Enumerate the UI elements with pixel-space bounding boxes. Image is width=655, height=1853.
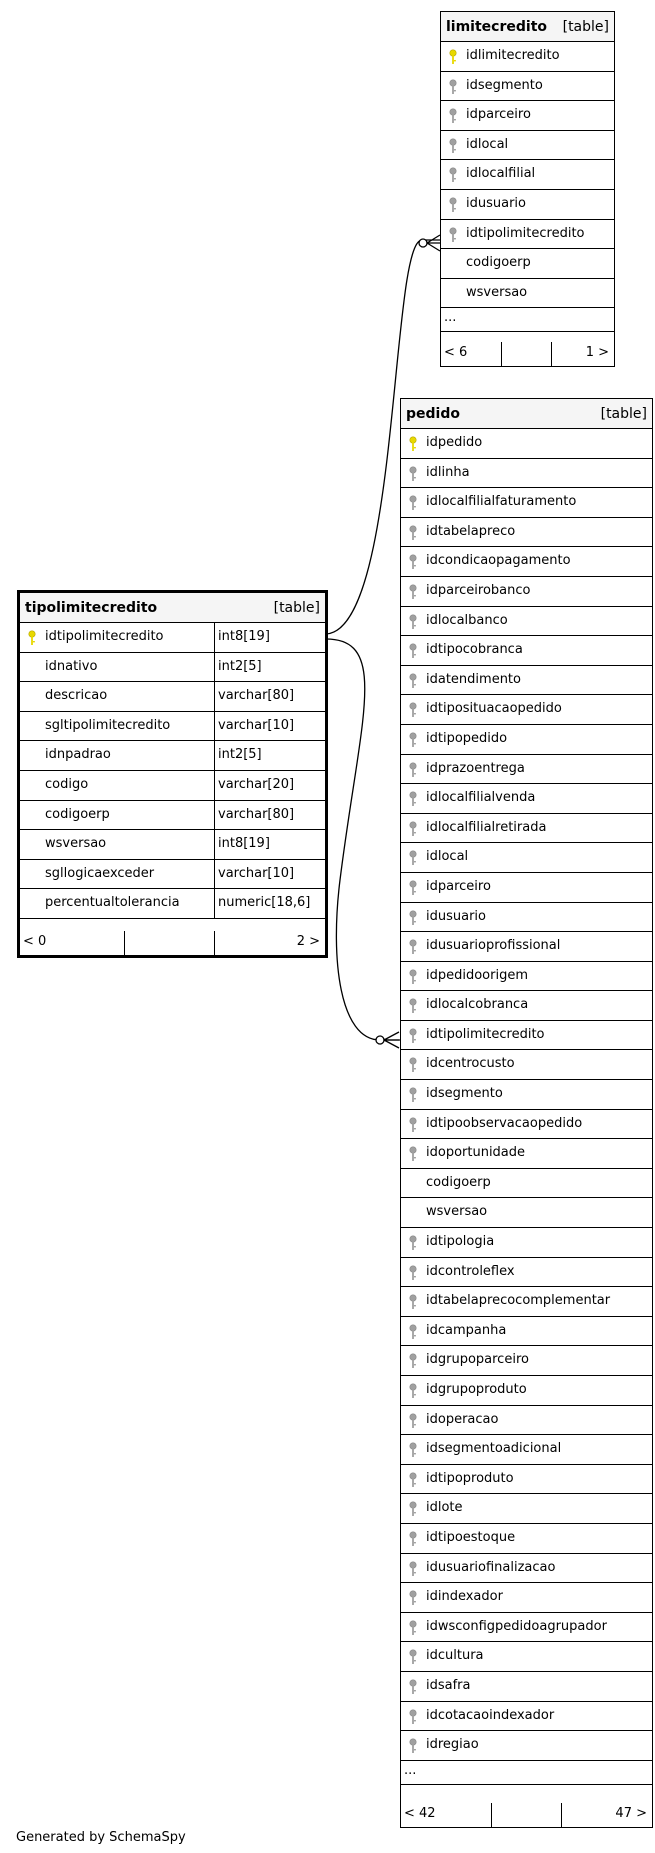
column-name: wsversao <box>45 836 107 852</box>
table-kind: [table] <box>562 19 609 35</box>
table-footer <box>20 931 325 955</box>
table-row[interactable] <box>401 1435 652 1465</box>
column-type: varchar[80] <box>214 801 294 830</box>
column-type: varchar[80] <box>214 682 294 711</box>
foreign-key-icon <box>409 762 417 778</box>
column-name: codigoerp <box>45 806 110 822</box>
relationship-crowfoot-marker <box>427 235 440 251</box>
table-kind: [table] <box>600 406 647 422</box>
table-row[interactable] <box>441 220 614 250</box>
column-name: idprazoentrega <box>426 760 525 776</box>
foreign-key-icon <box>409 1383 417 1399</box>
column-name: idtipoproduto <box>426 1470 514 1486</box>
parent-count[interactable]: < 0 <box>23 934 47 949</box>
column-name: idindexador <box>426 1589 503 1605</box>
more-columns-row <box>441 308 614 332</box>
table-row[interactable] <box>401 784 652 814</box>
column-name: idgrupoparceiro <box>426 1352 529 1368</box>
foreign-key-icon <box>409 998 417 1014</box>
footer-divider <box>214 931 215 955</box>
foreign-key-icon <box>409 1235 417 1251</box>
foreign-key-icon <box>449 227 457 243</box>
table-header <box>20 593 325 623</box>
column-name: idtipolimitecredito <box>426 1026 545 1042</box>
child-count[interactable]: 47 > <box>615 1806 647 1821</box>
foreign-key-icon <box>409 1709 417 1725</box>
table-row[interactable] <box>401 991 652 1021</box>
column-name: idtipoobservacaopedido <box>426 1115 583 1131</box>
column-name: idlimitecredito <box>466 48 560 63</box>
column-name: codigoerp <box>466 255 531 271</box>
foreign-key-icon <box>449 138 457 154</box>
column-type: int2[5] <box>214 653 262 682</box>
column-name: idparceiro <box>426 878 491 894</box>
table-row[interactable] <box>401 488 652 518</box>
column-name: idlocal <box>426 849 469 865</box>
column-name: idtipopedido <box>426 730 508 746</box>
table-row[interactable] <box>441 42 614 72</box>
table-row[interactable] <box>401 932 652 962</box>
column-name: idlocalfilialvenda <box>426 790 536 806</box>
foreign-key-icon <box>409 821 417 837</box>
column-name: idtipologia <box>426 1234 495 1250</box>
foreign-key-icon <box>449 79 457 95</box>
table-row[interactable] <box>441 279 614 309</box>
column-list <box>441 42 614 332</box>
column-name: idpedido <box>426 435 483 450</box>
relationship-line-pedido <box>326 639 400 1040</box>
table-row[interactable] <box>401 1317 652 1347</box>
column-name: idtipolimitecredito <box>466 225 585 241</box>
foreign-key-icon <box>409 1679 417 1695</box>
column-name: idsegmentoadicional <box>426 1441 562 1457</box>
column-name: idoportunidade <box>426 1145 526 1161</box>
primary-key-icon <box>449 49 457 65</box>
primary-key-icon <box>409 436 417 452</box>
table-row[interactable] <box>401 577 652 607</box>
column-name: idcultura <box>426 1648 484 1664</box>
foreign-key-icon <box>409 791 417 807</box>
column-name: idlocalcobranca <box>426 997 529 1013</box>
column-name: sgllogicaexceder <box>45 865 155 881</box>
column-name: idlocalfilialfaturamento <box>426 494 577 510</box>
relationship-optional-marker <box>419 239 427 247</box>
table-row[interactable] <box>401 962 652 992</box>
table-row[interactable] <box>401 814 652 844</box>
footer-divider <box>501 342 502 366</box>
foreign-key-icon <box>409 1028 417 1044</box>
table-row[interactable] <box>441 72 614 102</box>
more-columns-ellipsis: ... <box>404 1762 417 1778</box>
column-name: idcontroleflex <box>426 1263 515 1279</box>
column-name: idusuario <box>466 195 526 211</box>
table-row[interactable] <box>401 873 652 903</box>
table-row[interactable] <box>401 666 652 696</box>
table-row[interactable] <box>401 1198 652 1228</box>
column-type: int8[19] <box>214 830 270 859</box>
table-row[interactable] <box>401 1583 652 1613</box>
foreign-key-icon <box>409 939 417 955</box>
column-name: idcentrocusto <box>426 1056 515 1072</box>
column-type: numeric[18,6] <box>214 889 310 918</box>
column-name: idlote <box>426 1500 463 1516</box>
column-name: idlocalfilialretirada <box>426 819 547 835</box>
table-row[interactable] <box>401 1554 652 1584</box>
column-name: idlocalbanco <box>426 612 508 628</box>
column-name: idparceirobanco <box>426 582 531 598</box>
footer-divider <box>491 1803 492 1827</box>
column-name: codigoerp <box>426 1174 491 1190</box>
table-row[interactable] <box>20 771 325 801</box>
foreign-key-icon <box>409 495 417 511</box>
table-row[interactable] <box>20 741 325 771</box>
foreign-key-icon <box>409 1294 417 1310</box>
foreign-key-icon <box>409 1413 417 1429</box>
table-tipolimitecredito[interactable] <box>17 590 328 958</box>
foreign-key-icon <box>409 1738 417 1754</box>
column-name: idusuario <box>426 908 486 924</box>
table-row[interactable] <box>401 755 652 785</box>
table-row[interactable] <box>401 1050 652 1080</box>
column-name: wsversao <box>466 284 528 300</box>
footer-divider <box>561 1803 562 1827</box>
table-name: tipolimitecredito <box>25 600 158 616</box>
table-row[interactable] <box>441 131 614 161</box>
column-name: descricao <box>45 688 108 704</box>
foreign-key-icon <box>409 554 417 570</box>
foreign-key-icon <box>409 1057 417 1073</box>
foreign-key-icon <box>409 880 417 896</box>
column-name: idsegmento <box>426 1086 503 1102</box>
table-row[interactable] <box>401 518 652 548</box>
column-type: int8[19] <box>214 623 270 652</box>
table-row[interactable] <box>20 889 325 919</box>
column-name: idsafra <box>426 1677 471 1693</box>
column-name: wsversao <box>426 1204 488 1220</box>
table-row[interactable] <box>401 1228 652 1258</box>
table-row[interactable] <box>401 1287 652 1317</box>
table-row[interactable] <box>401 1346 652 1376</box>
footer-divider <box>551 342 552 366</box>
more-columns-row <box>401 1761 652 1785</box>
table-row[interactable] <box>20 682 325 712</box>
foreign-key-icon <box>449 167 457 183</box>
column-name: idwsconfigpedidoagrupador <box>426 1618 607 1634</box>
table-row[interactable] <box>401 695 652 725</box>
foreign-key-icon <box>409 1472 417 1488</box>
column-name: percentualtolerancia <box>45 895 180 911</box>
child-count[interactable]: 2 > <box>296 934 320 949</box>
table-row[interactable] <box>441 249 614 279</box>
table-row[interactable] <box>401 1494 652 1524</box>
footer-divider <box>124 931 125 955</box>
relationship-crowfoot-marker <box>384 1032 399 1048</box>
column-name: idtipolimitecredito <box>45 629 164 644</box>
foreign-key-icon <box>409 584 417 600</box>
primary-key-icon <box>28 630 36 646</box>
foreign-key-icon <box>409 1590 417 1606</box>
column-name: idtipoestoque <box>426 1529 516 1545</box>
foreign-key-icon <box>409 850 417 866</box>
table-row[interactable] <box>401 1465 652 1495</box>
table-limitecredito[interactable] <box>440 11 615 367</box>
column-name: idlinha <box>426 464 470 480</box>
table-row[interactable] <box>401 459 652 489</box>
column-name: idnativo <box>45 658 98 674</box>
foreign-key-icon <box>449 197 457 213</box>
column-name: sgltipolimitecredito <box>45 717 171 733</box>
table-row[interactable] <box>401 1613 652 1643</box>
table-row[interactable] <box>401 843 652 873</box>
table-row[interactable] <box>20 801 325 831</box>
column-name: idsegmento <box>466 77 543 93</box>
table-row[interactable] <box>401 1702 652 1732</box>
foreign-key-icon <box>409 643 417 659</box>
foreign-key-icon <box>409 1087 417 1103</box>
table-row[interactable] <box>20 712 325 742</box>
table-row[interactable] <box>401 1731 652 1761</box>
foreign-key-icon <box>409 525 417 541</box>
table-name: limitecredito <box>446 19 548 35</box>
table-row[interactable] <box>401 1021 652 1051</box>
table-row[interactable] <box>441 190 614 220</box>
table-footer <box>401 1803 652 1827</box>
column-name: codigo <box>45 776 89 792</box>
parent-count[interactable]: < 6 <box>444 345 468 360</box>
foreign-key-icon <box>409 1442 417 1458</box>
column-name: idparceiro <box>466 107 531 123</box>
table-row[interactable] <box>401 1376 652 1406</box>
column-name: idtabelaprecocomplementar <box>426 1293 611 1309</box>
column-type: varchar[10] <box>214 860 294 889</box>
table-name: pedido <box>406 406 460 422</box>
foreign-key-icon <box>449 108 457 124</box>
column-name: idoperacao <box>426 1411 499 1427</box>
column-name: idpedidoorigem <box>426 967 529 983</box>
foreign-key-icon <box>409 910 417 926</box>
table-row[interactable] <box>401 725 652 755</box>
table-row[interactable] <box>401 1672 652 1702</box>
table-kind: [table] <box>273 600 320 616</box>
table-row[interactable] <box>401 607 652 637</box>
table-row[interactable] <box>441 101 614 131</box>
column-name: idlocalfilial <box>466 166 536 182</box>
column-name: idgrupoproduto <box>426 1382 527 1397</box>
table-row[interactable] <box>401 1139 652 1169</box>
foreign-key-icon <box>409 466 417 482</box>
table-row[interactable] <box>20 623 325 653</box>
parent-count[interactable]: < 42 <box>404 1806 436 1821</box>
table-header <box>401 399 652 429</box>
foreign-key-icon <box>409 702 417 718</box>
table-row[interactable] <box>401 1642 652 1672</box>
table-row[interactable] <box>401 429 652 459</box>
foreign-key-icon <box>409 1649 417 1665</box>
table-row[interactable] <box>401 1258 652 1288</box>
column-name: idatendimento <box>426 671 521 687</box>
column-name: idtiposituacaopedido <box>426 701 562 717</box>
column-name: idcotacaoindexador <box>426 1707 555 1723</box>
table-footer <box>441 342 614 366</box>
column-name: idcondicaopagamento <box>426 553 571 569</box>
table-row[interactable] <box>401 1080 652 1110</box>
foreign-key-icon <box>409 1146 417 1162</box>
foreign-key-icon <box>409 1531 417 1547</box>
foreign-key-icon <box>409 969 417 985</box>
table-row[interactable] <box>20 653 325 683</box>
table-row[interactable] <box>401 1524 652 1554</box>
more-columns-ellipsis: ... <box>444 310 457 326</box>
table-header <box>441 12 614 42</box>
relationship-optional-marker <box>376 1036 384 1044</box>
table-row[interactable] <box>441 160 614 190</box>
column-name: idlocal <box>466 136 509 152</box>
column-name: idusuariofinalizacao <box>426 1559 556 1575</box>
table-row[interactable] <box>401 547 652 577</box>
table-row[interactable] <box>401 903 652 933</box>
foreign-key-icon <box>409 1117 417 1133</box>
column-name: idregiao <box>426 1737 479 1753</box>
table-row[interactable] <box>401 1169 652 1199</box>
table-pedido[interactable] <box>400 398 653 1828</box>
child-count[interactable]: 1 > <box>585 345 609 360</box>
column-name: idusuarioprofissional <box>426 938 561 954</box>
column-type: varchar[10] <box>214 712 294 741</box>
foreign-key-icon <box>409 1501 417 1517</box>
foreign-key-icon <box>409 1561 417 1577</box>
foreign-key-icon <box>409 1324 417 1340</box>
table-row[interactable] <box>20 860 325 890</box>
column-name: idnpadrao <box>45 747 111 763</box>
column-list <box>20 623 325 919</box>
column-list <box>401 429 652 1785</box>
foreign-key-icon <box>409 1353 417 1369</box>
foreign-key-icon <box>409 1620 417 1636</box>
generated-by-label: Generated by SchemaSpy <box>16 1830 186 1845</box>
table-row[interactable] <box>401 1110 652 1140</box>
column-name: idtabelapreco <box>426 523 516 539</box>
foreign-key-icon <box>409 1265 417 1281</box>
column-name: idcampanha <box>426 1322 507 1338</box>
table-row[interactable] <box>401 1406 652 1436</box>
column-name: idtipocobranca <box>426 642 523 658</box>
foreign-key-icon <box>409 673 417 689</box>
column-type: varchar[20] <box>214 771 294 800</box>
table-row[interactable] <box>401 636 652 666</box>
column-type: int2[5] <box>214 741 262 770</box>
foreign-key-icon <box>409 732 417 748</box>
table-row[interactable] <box>20 830 325 860</box>
foreign-key-icon <box>409 614 417 630</box>
